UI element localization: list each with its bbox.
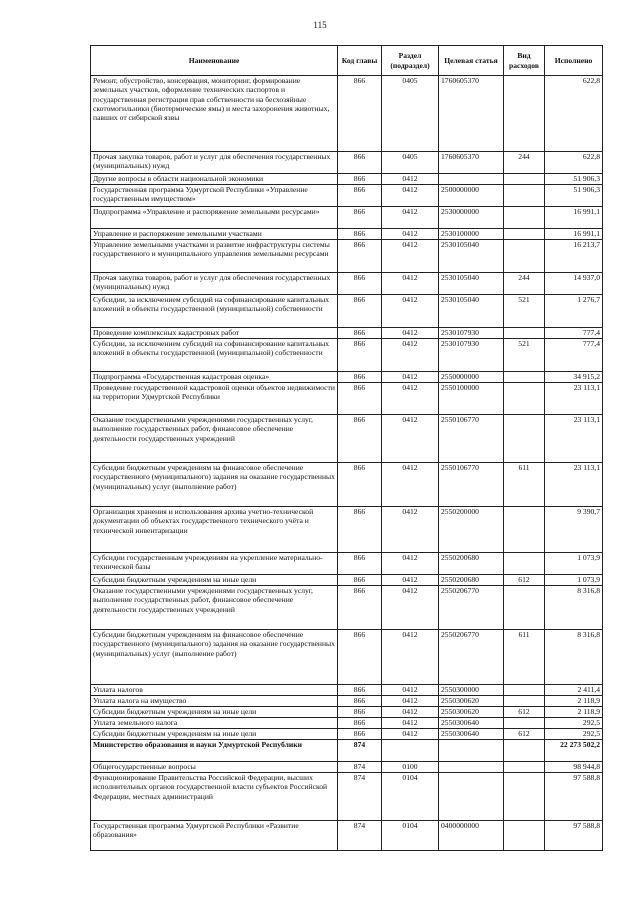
header-code: Код главы: [338, 46, 382, 76]
cell-name: Уплата земельного налога: [91, 718, 338, 729]
cell-article: 2530105040: [439, 273, 504, 295]
cell-code: 866: [338, 586, 382, 630]
budget-table: [90, 45, 603, 851]
table-row: [91, 707, 603, 718]
header-section: Раздел (подраздел): [382, 46, 439, 76]
cell-section: 0412: [382, 207, 439, 229]
cell-name: Уплата налогов: [91, 685, 338, 696]
cell-code: 866: [338, 339, 382, 372]
cell-article: 2550200680: [439, 575, 504, 586]
cell-code: 866: [338, 507, 382, 553]
table-row: [91, 383, 603, 415]
cell-name: Субсидии бюджетным учреждениям на иные цели: [91, 707, 338, 718]
cell-executed: 16 213,7: [545, 240, 603, 273]
cell-executed: 292,5: [545, 729, 603, 740]
cell-code: 874: [338, 821, 382, 851]
cell-section: 0412: [382, 718, 439, 729]
cell-executed: 23 113,1: [545, 415, 603, 463]
table-row: [91, 740, 603, 762]
cell-article: 0400000000: [439, 821, 504, 851]
cell-name: Прочая закупка товаров, работ и услуг для обеспечения государственных (муниципальных) нужд: [91, 152, 338, 174]
table-row: [91, 729, 603, 740]
cell-type: [504, 553, 545, 575]
cell-code: 866: [338, 707, 382, 718]
cell-type: [504, 685, 545, 696]
cell-type: [504, 773, 545, 821]
cell-name: Субсидии бюджетным учреждениям на иные цели: [91, 729, 338, 740]
cell-section: 0104: [382, 773, 439, 821]
header-article: Целевая статья: [439, 46, 504, 76]
cell-type: [504, 507, 545, 553]
cell-code: 874: [338, 773, 382, 821]
cell-section: 0104: [382, 821, 439, 851]
cell-section: 0412: [382, 415, 439, 463]
table-row: [91, 586, 603, 630]
cell-name: Уплата налога на имущество: [91, 696, 338, 707]
cell-article: 1760605370: [439, 76, 504, 152]
cell-section: 0405: [382, 152, 439, 174]
table-row: [91, 696, 603, 707]
cell-type: 611: [504, 630, 545, 685]
cell-name: Министерство образования и науки Удмуртской Республики: [91, 740, 338, 762]
cell-executed: 1 073,9: [545, 553, 603, 575]
cell-name: Управление земельными участками и развитие инфраструктуры системы государственного и муниципального управления земельными ресурсами: [91, 240, 338, 273]
table-row: [91, 229, 603, 240]
header-type: Вид расходов: [504, 46, 545, 76]
cell-section: 0412: [382, 729, 439, 740]
cell-code: 866: [338, 295, 382, 328]
cell-executed: 23 113,1: [545, 463, 603, 507]
cell-type: 521: [504, 339, 545, 372]
cell-article: 2550100000: [439, 383, 504, 415]
cell-article: 2530105040: [439, 240, 504, 273]
cell-executed: 14 937,0: [545, 273, 603, 295]
cell-name: Ремонт, обустройство, консервация, мониторинг, формирование земельных участков, оформление технических паспортов и государственная регистрация прав собственности на бесхозяйные скотомогильники (биотермические ямы) и места захоронения животных, павших от сибирской язвы: [91, 76, 338, 152]
table-body: [91, 76, 603, 851]
cell-section: 0412: [382, 586, 439, 630]
cell-article: 2550300640: [439, 718, 504, 729]
cell-name: Подпрограмма «Управление и распоряжение земельными ресурсами»: [91, 207, 338, 229]
cell-executed: 777,4: [545, 328, 603, 339]
cell-name: Функционирование Правительства Российской Федерации, высших исполнительных органов государственной власти субъектов Российской Федерации, местных администраций: [91, 773, 338, 821]
cell-type: 244: [504, 273, 545, 295]
cell-name: Подпрограмма «Государственная кадастровая оценка»: [91, 372, 338, 383]
cell-article: 2530107930: [439, 339, 504, 372]
cell-name: Управление и распоряжение земельными участками: [91, 229, 338, 240]
cell-article: [439, 740, 504, 762]
cell-code: 866: [338, 207, 382, 229]
cell-section: 0412: [382, 383, 439, 415]
cell-code: 866: [338, 729, 382, 740]
page-number: 115: [313, 20, 327, 30]
cell-executed: 8 316,8: [545, 586, 603, 630]
cell-article: 2550300620: [439, 696, 504, 707]
cell-section: 0100: [382, 762, 439, 773]
header-name: Наименование: [91, 46, 338, 76]
cell-type: [504, 383, 545, 415]
cell-article: 2550000000: [439, 372, 504, 383]
cell-executed: 1 276,7: [545, 295, 603, 328]
cell-article: 2550206770: [439, 630, 504, 685]
cell-executed: 16 991,1: [545, 207, 603, 229]
cell-code: 866: [338, 372, 382, 383]
cell-executed: 777,4: [545, 339, 603, 372]
cell-type: [504, 174, 545, 185]
cell-section: 0405: [382, 76, 439, 152]
table-row: [91, 372, 603, 383]
cell-section: 0412: [382, 174, 439, 185]
cell-article: [439, 773, 504, 821]
table-row: [91, 152, 603, 174]
cell-code: 866: [338, 696, 382, 707]
cell-executed: 97 588,8: [545, 821, 603, 851]
cell-article: 2550300640: [439, 729, 504, 740]
table-header: [91, 46, 603, 76]
cell-code: 866: [338, 630, 382, 685]
table-row: [91, 339, 603, 372]
cell-section: 0412: [382, 185, 439, 207]
cell-code: 866: [338, 240, 382, 273]
cell-executed: 22 273 502,2: [545, 740, 603, 762]
table-row: [91, 507, 603, 553]
table-row: [91, 328, 603, 339]
cell-section: 0412: [382, 229, 439, 240]
cell-code: 866: [338, 328, 382, 339]
cell-type: [504, 821, 545, 851]
table-row: [91, 76, 603, 152]
cell-code: 866: [338, 273, 382, 295]
cell-code: 866: [338, 174, 382, 185]
cell-section: 0412: [382, 575, 439, 586]
cell-section: 0412: [382, 295, 439, 328]
table-row: [91, 630, 603, 685]
table-row: [91, 762, 603, 773]
cell-article: 2550200000: [439, 507, 504, 553]
cell-name: Проведение государственной кадастровой оценки объектов недвижимости на территории Удмуртской Республики: [91, 383, 338, 415]
cell-type: [504, 229, 545, 240]
cell-type: 244: [504, 152, 545, 174]
cell-section: [382, 740, 439, 762]
cell-section: 0412: [382, 685, 439, 696]
table-row: [91, 575, 603, 586]
cell-name: Проведение комплексных кадастровых работ: [91, 328, 338, 339]
cell-type: [504, 696, 545, 707]
cell-type: [504, 185, 545, 207]
cell-executed: 292,5: [545, 718, 603, 729]
cell-code: 866: [338, 463, 382, 507]
table-row: [91, 273, 603, 295]
cell-executed: 2 118,9: [545, 707, 603, 718]
cell-executed: 1 073,9: [545, 575, 603, 586]
cell-executed: 51 906,3: [545, 174, 603, 185]
table-row: [91, 415, 603, 463]
cell-name: Оказание государственными учреждениями государственных услуг, выполнение государственных работ, финансовое обеспечение деятельности государственных учреждений: [91, 586, 338, 630]
cell-section: 0412: [382, 463, 439, 507]
table-row: [91, 553, 603, 575]
cell-type: [504, 240, 545, 273]
table-row: [91, 295, 603, 328]
cell-article: 2550200680: [439, 553, 504, 575]
cell-section: 0412: [382, 372, 439, 383]
cell-executed: 8 316,8: [545, 630, 603, 685]
cell-type: [504, 76, 545, 152]
cell-section: 0412: [382, 507, 439, 553]
cell-type: 612: [504, 575, 545, 586]
cell-executed: 16 991,1: [545, 229, 603, 240]
cell-name: Организация хранения и использования архива учетно-технической документации об объектах государственного технического учёта и технической инвентаризации: [91, 507, 338, 553]
cell-section: 0412: [382, 273, 439, 295]
cell-article: 2530100000: [439, 229, 504, 240]
table-row: [91, 463, 603, 507]
cell-executed: 622,8: [545, 152, 603, 174]
cell-name: Другие вопросы в области национальной экономики: [91, 174, 338, 185]
cell-type: [504, 207, 545, 229]
cell-type: 612: [504, 707, 545, 718]
table-row: [91, 185, 603, 207]
cell-section: 0412: [382, 328, 439, 339]
cell-executed: 9 390,7: [545, 507, 603, 553]
cell-code: 866: [338, 76, 382, 152]
cell-code: 874: [338, 762, 382, 773]
cell-article: [439, 762, 504, 773]
cell-type: [504, 328, 545, 339]
cell-type: [504, 586, 545, 630]
cell-article: 2550106770: [439, 463, 504, 507]
cell-type: 521: [504, 295, 545, 328]
cell-executed: 622,8: [545, 76, 603, 152]
cell-executed: 2 118,9: [545, 696, 603, 707]
cell-name: Субсидии бюджетным учреждениям на финансовое обеспечение государственного (муниципального) задания на оказание государственных (муниципальных) услуг (выполнение работ): [91, 630, 338, 685]
cell-code: 866: [338, 185, 382, 207]
cell-executed: 23 113,1: [545, 383, 603, 415]
table-row: [91, 174, 603, 185]
cell-code: 866: [338, 383, 382, 415]
cell-name: Общегосударственные вопросы: [91, 762, 338, 773]
cell-article: 2530105040: [439, 295, 504, 328]
cell-code: 866: [338, 685, 382, 696]
cell-section: 0412: [382, 696, 439, 707]
cell-name: Государственная программа Удмуртской Республики «Управление государственным имуществом»: [91, 185, 338, 207]
cell-type: [504, 740, 545, 762]
cell-section: 0412: [382, 707, 439, 718]
cell-name: Прочая закупка товаров, работ и услуг для обеспечения государственных (муниципальных) нужд: [91, 273, 338, 295]
table-row: [91, 240, 603, 273]
cell-name: Субсидии бюджетным учреждениям на иные цели: [91, 575, 338, 586]
cell-code: 866: [338, 229, 382, 240]
table-row: [91, 207, 603, 229]
cell-name: Государственная программа Удмуртской Республики «Развитие образования»: [91, 821, 338, 851]
cell-article: 2550300620: [439, 707, 504, 718]
cell-executed: 2 411,4: [545, 685, 603, 696]
cell-type: [504, 415, 545, 463]
table-row: [91, 773, 603, 821]
cell-article: 2550206770: [439, 586, 504, 630]
cell-article: 2500000000: [439, 185, 504, 207]
cell-code: 866: [338, 718, 382, 729]
cell-section: 0412: [382, 630, 439, 685]
cell-article: 2550106770: [439, 415, 504, 463]
cell-section: 0412: [382, 553, 439, 575]
cell-name: Субсидии бюджетным учреждениям на финансовое обеспечение государственного (муниципального) задания на оказание государственных (муниципальных) услуг (выполнение работ): [91, 463, 338, 507]
cell-section: 0412: [382, 240, 439, 273]
cell-code: 866: [338, 152, 382, 174]
cell-name: Субсидии государственным учреждениям на укрепление материально-технической базы: [91, 553, 338, 575]
cell-type: [504, 762, 545, 773]
cell-code: 866: [338, 415, 382, 463]
cell-article: 2550300000: [439, 685, 504, 696]
table-row: [91, 821, 603, 851]
cell-type: 611: [504, 463, 545, 507]
cell-type: [504, 718, 545, 729]
cell-code: 866: [338, 553, 382, 575]
cell-type: 612: [504, 729, 545, 740]
cell-section: 0412: [382, 339, 439, 372]
cell-executed: 97 588,8: [545, 773, 603, 821]
table-row: [91, 718, 603, 729]
cell-name: Субсидии, за исключением субсидий на софинансирование капитальных вложений в объекты государственной (муниципальной) собственности: [91, 339, 338, 372]
cell-article: 1760605370: [439, 152, 504, 174]
cell-executed: 98 944,8: [545, 762, 603, 773]
table-row: [91, 685, 603, 696]
cell-article: 2530107930: [439, 328, 504, 339]
cell-executed: 34 915,2: [545, 372, 603, 383]
cell-name: Субсидии, за исключением субсидий на софинансирование капитальных вложений в объекты государственной (муниципальной) собственности: [91, 295, 338, 328]
cell-executed: 51 906,3: [545, 185, 603, 207]
cell-type: [504, 372, 545, 383]
cell-name: Оказание государственными учреждениями государственных услуг, выполнение государственных работ, финансовое обеспечение деятельности государственных учреждений: [91, 415, 338, 463]
cell-article: [439, 174, 504, 185]
cell-code: 866: [338, 575, 382, 586]
cell-article: 2530000000: [439, 207, 504, 229]
cell-code: 874: [338, 740, 382, 762]
header-executed: Исполнено: [545, 46, 603, 76]
